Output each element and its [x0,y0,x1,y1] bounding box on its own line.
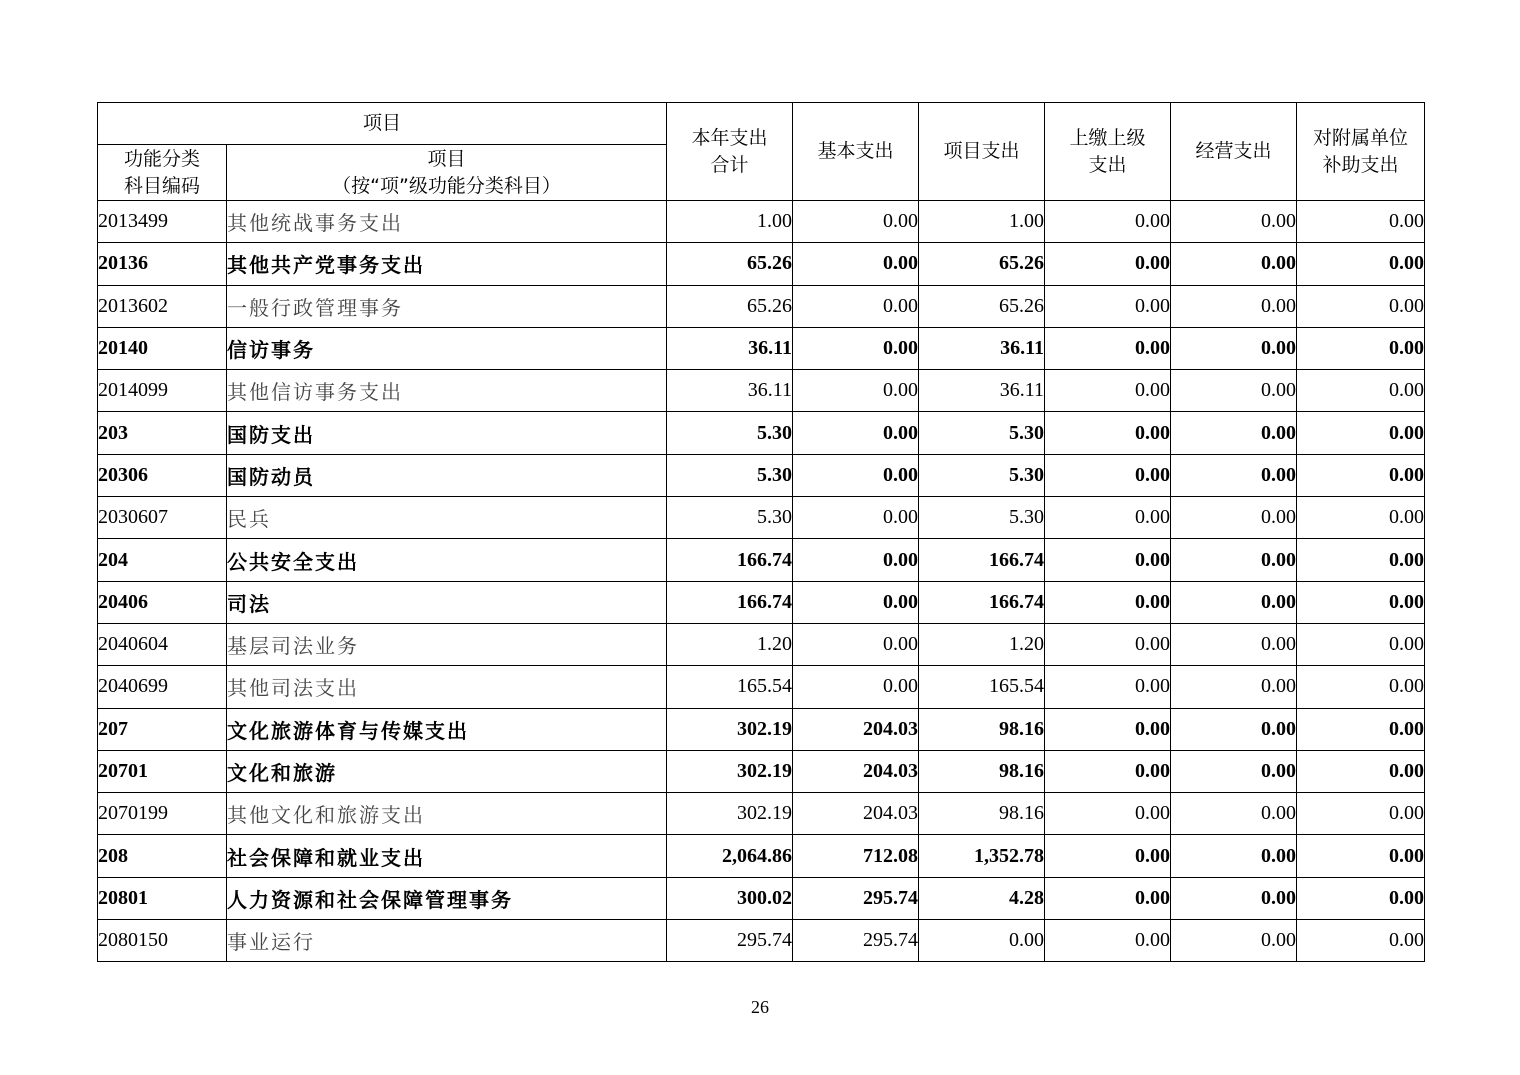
row-total-cell: 1.20 [667,623,793,665]
row-basic-cell: 0.00 [793,539,919,581]
table-row [98,708,1425,750]
header-project: 项目支出 [919,103,1045,201]
row-operating-cell: 0.00 [1171,920,1297,962]
row-basic-cell: 0.00 [793,285,919,327]
row-subsidy-cell: 0.00 [1297,454,1425,496]
table-header [98,103,1425,201]
row-basic-cell: 0.00 [793,243,919,285]
row-basic-cell: 0.00 [793,623,919,665]
row-remit-cell: 0.00 [1045,201,1171,243]
row-name-cell: 其他文化和旅游支出 [227,793,667,835]
row-basic-cell: 0.00 [793,370,919,412]
row-remit-cell: 0.00 [1045,370,1171,412]
row-project-cell: 166.74 [919,581,1045,623]
row-basic-cell: 295.74 [793,920,919,962]
row-basic-cell: 204.03 [793,708,919,750]
row-code-cell: 2040699 [98,666,227,708]
row-remit-cell: 0.00 [1045,750,1171,792]
row-total-cell: 302.19 [667,793,793,835]
row-project-cell: 5.30 [919,497,1045,539]
row-remit-cell: 0.00 [1045,708,1171,750]
row-code-cell: 20306 [98,454,227,496]
row-name-cell: 事业运行 [227,920,667,962]
expenditure-table [97,102,1425,962]
row-name-cell: 文化和旅游 [227,750,667,792]
row-basic-cell: 712.08 [793,835,919,877]
row-name-cell: 公共安全支出 [227,539,667,581]
row-remit-cell: 0.00 [1045,327,1171,369]
header-subsidy-line-2: 补助支出 [1322,153,1399,176]
row-code-cell: 2013499 [98,201,227,243]
header-remit [1045,103,1171,201]
row-remit-cell: 0.00 [1045,877,1171,919]
row-subsidy-cell: 0.00 [1297,920,1425,962]
table-row [98,623,1425,665]
row-name-cell: 社会保障和就业支出 [227,835,667,877]
header-subsidy [1297,103,1425,201]
row-name-cell: 其他共产党事务支出 [227,243,667,285]
table-row [98,793,1425,835]
row-operating-cell: 0.00 [1171,750,1297,792]
row-subsidy-cell: 0.00 [1297,243,1425,285]
row-remit-cell: 0.00 [1045,581,1171,623]
header-operating: 经营支出 [1171,103,1297,201]
row-total-cell: 36.11 [667,370,793,412]
table-row [98,920,1425,962]
row-total-cell: 5.30 [667,412,793,454]
header-total-line-2: 合计 [710,153,749,176]
row-project-cell: 1,352.78 [919,835,1045,877]
row-remit-cell: 0.00 [1045,623,1171,665]
row-total-cell: 300.02 [667,877,793,919]
row-remit-cell: 0.00 [1045,412,1171,454]
row-operating-cell: 0.00 [1171,412,1297,454]
row-basic-cell: 204.03 [793,750,919,792]
table-row [98,370,1425,412]
row-name-cell: 司法 [227,581,667,623]
row-project-cell: 5.30 [919,454,1045,496]
table-row [98,835,1425,877]
row-code-cell: 2014099 [98,370,227,412]
header-code-line-1: 功能分类 [123,147,200,170]
table-row [98,243,1425,285]
row-operating-cell: 0.00 [1171,581,1297,623]
row-basic-cell: 0.00 [793,327,919,369]
row-operating-cell: 0.00 [1171,201,1297,243]
row-project-cell: 36.11 [919,370,1045,412]
row-operating-cell: 0.00 [1171,285,1297,327]
row-code-cell: 20801 [98,877,227,919]
table-row [98,877,1425,919]
row-remit-cell: 0.00 [1045,243,1171,285]
row-subsidy-cell: 0.00 [1297,412,1425,454]
row-subsidy-cell: 0.00 [1297,835,1425,877]
row-name-cell: 一般行政管理事务 [227,285,667,327]
row-project-cell: 1.00 [919,201,1045,243]
row-code-cell: 2013602 [98,285,227,327]
row-code-cell: 203 [98,412,227,454]
row-subsidy-cell: 0.00 [1297,327,1425,369]
table-row [98,497,1425,539]
row-subsidy-cell: 0.00 [1297,370,1425,412]
header-group-title: 项目 [98,103,667,145]
row-total-cell: 36.11 [667,327,793,369]
row-operating-cell: 0.00 [1171,666,1297,708]
row-code-cell: 208 [98,835,227,877]
row-remit-cell: 0.00 [1045,666,1171,708]
header-total-line-1: 本年支出 [691,126,768,149]
row-basic-cell: 0.00 [793,201,919,243]
header-subsidy-line-1: 对附属单位 [1313,126,1409,149]
row-name-cell: 民兵 [227,497,667,539]
row-total-cell: 295.74 [667,920,793,962]
row-subsidy-cell: 0.00 [1297,581,1425,623]
header-total [667,103,793,201]
row-subsidy-cell: 0.00 [1297,666,1425,708]
row-code-cell: 207 [98,708,227,750]
table-row [98,327,1425,369]
row-operating-cell: 0.00 [1171,708,1297,750]
row-operating-cell: 0.00 [1171,327,1297,369]
table-row [98,454,1425,496]
row-total-cell: 65.26 [667,285,793,327]
row-project-cell: 5.30 [919,412,1045,454]
row-subsidy-cell: 0.00 [1297,285,1425,327]
row-basic-cell: 0.00 [793,412,919,454]
table-row [98,201,1425,243]
row-project-cell: 65.26 [919,285,1045,327]
row-project-cell: 65.26 [919,243,1045,285]
row-name-cell: 其他司法支出 [227,666,667,708]
table-row [98,412,1425,454]
row-project-cell: 0.00 [919,920,1045,962]
row-operating-cell: 0.00 [1171,793,1297,835]
header-name-line-1: 项目 [427,147,466,170]
row-total-cell: 302.19 [667,750,793,792]
row-project-cell: 4.28 [919,877,1045,919]
row-project-cell: 98.16 [919,750,1045,792]
table-row [98,581,1425,623]
row-code-cell: 20140 [98,327,227,369]
header-name [227,145,667,201]
row-remit-cell: 0.00 [1045,793,1171,835]
row-name-cell: 文化旅游体育与传媒支出 [227,708,667,750]
row-operating-cell: 0.00 [1171,243,1297,285]
row-operating-cell: 0.00 [1171,623,1297,665]
row-code-cell: 20701 [98,750,227,792]
row-code-cell: 20136 [98,243,227,285]
row-code-cell: 204 [98,539,227,581]
header-remit-line-2: 支出 [1088,153,1127,176]
row-operating-cell: 0.00 [1171,877,1297,919]
row-basic-cell: 0.00 [793,581,919,623]
row-code-cell: 20406 [98,581,227,623]
row-subsidy-cell: 0.00 [1297,497,1425,539]
row-remit-cell: 0.00 [1045,920,1171,962]
row-name-cell: 人力资源和社会保障管理事务 [227,877,667,919]
row-operating-cell: 0.00 [1171,454,1297,496]
row-name-cell: 其他统战事务支出 [227,201,667,243]
row-basic-cell: 0.00 [793,497,919,539]
header-remit-line-1: 上缴上级 [1069,126,1146,149]
row-total-cell: 65.26 [667,243,793,285]
row-name-cell: 国防支出 [227,412,667,454]
row-total-cell: 5.30 [667,497,793,539]
row-code-cell: 2070199 [98,793,227,835]
row-remit-cell: 0.00 [1045,497,1171,539]
row-remit-cell: 0.00 [1045,285,1171,327]
row-subsidy-cell: 0.00 [1297,877,1425,919]
row-total-cell: 166.74 [667,539,793,581]
row-subsidy-cell: 0.00 [1297,708,1425,750]
row-project-cell: 36.11 [919,327,1045,369]
row-name-cell: 其他信访事务支出 [227,370,667,412]
row-total-cell: 5.30 [667,454,793,496]
header-basic: 基本支出 [793,103,919,201]
row-remit-cell: 0.00 [1045,539,1171,581]
row-code-cell: 2040604 [98,623,227,665]
row-project-cell: 166.74 [919,539,1045,581]
row-operating-cell: 0.00 [1171,539,1297,581]
page-number: 26 [751,997,769,1017]
row-subsidy-cell: 0.00 [1297,539,1425,581]
table-row [98,285,1425,327]
row-operating-cell: 0.00 [1171,370,1297,412]
header-code-line-2: 科目编码 [123,174,200,197]
row-total-cell: 302.19 [667,708,793,750]
row-name-cell: 基层司法业务 [227,623,667,665]
row-remit-cell: 0.00 [1045,835,1171,877]
row-basic-cell: 0.00 [793,454,919,496]
row-total-cell: 165.54 [667,666,793,708]
table-body [98,201,1425,962]
row-name-cell: 信访事务 [227,327,667,369]
row-project-cell: 98.16 [919,708,1045,750]
row-basic-cell: 295.74 [793,877,919,919]
row-name-cell: 国防动员 [227,454,667,496]
row-total-cell: 2,064.86 [667,835,793,877]
row-subsidy-cell: 0.00 [1297,623,1425,665]
row-operating-cell: 0.00 [1171,497,1297,539]
row-code-cell: 2030607 [98,497,227,539]
row-basic-cell: 0.00 [793,666,919,708]
row-basic-cell: 204.03 [793,793,919,835]
row-subsidy-cell: 0.00 [1297,201,1425,243]
row-project-cell: 98.16 [919,793,1045,835]
row-project-cell: 165.54 [919,666,1045,708]
row-subsidy-cell: 0.00 [1297,793,1425,835]
row-remit-cell: 0.00 [1045,454,1171,496]
row-project-cell: 1.20 [919,623,1045,665]
table-row [98,539,1425,581]
table-row [98,750,1425,792]
header-code [98,145,227,201]
header-name-line-2: （按“项”级功能分类科目） [332,174,561,197]
table-row [98,666,1425,708]
row-code-cell: 2080150 [98,920,227,962]
row-operating-cell: 0.00 [1171,835,1297,877]
row-subsidy-cell: 0.00 [1297,750,1425,792]
row-total-cell: 166.74 [667,581,793,623]
row-total-cell: 1.00 [667,201,793,243]
